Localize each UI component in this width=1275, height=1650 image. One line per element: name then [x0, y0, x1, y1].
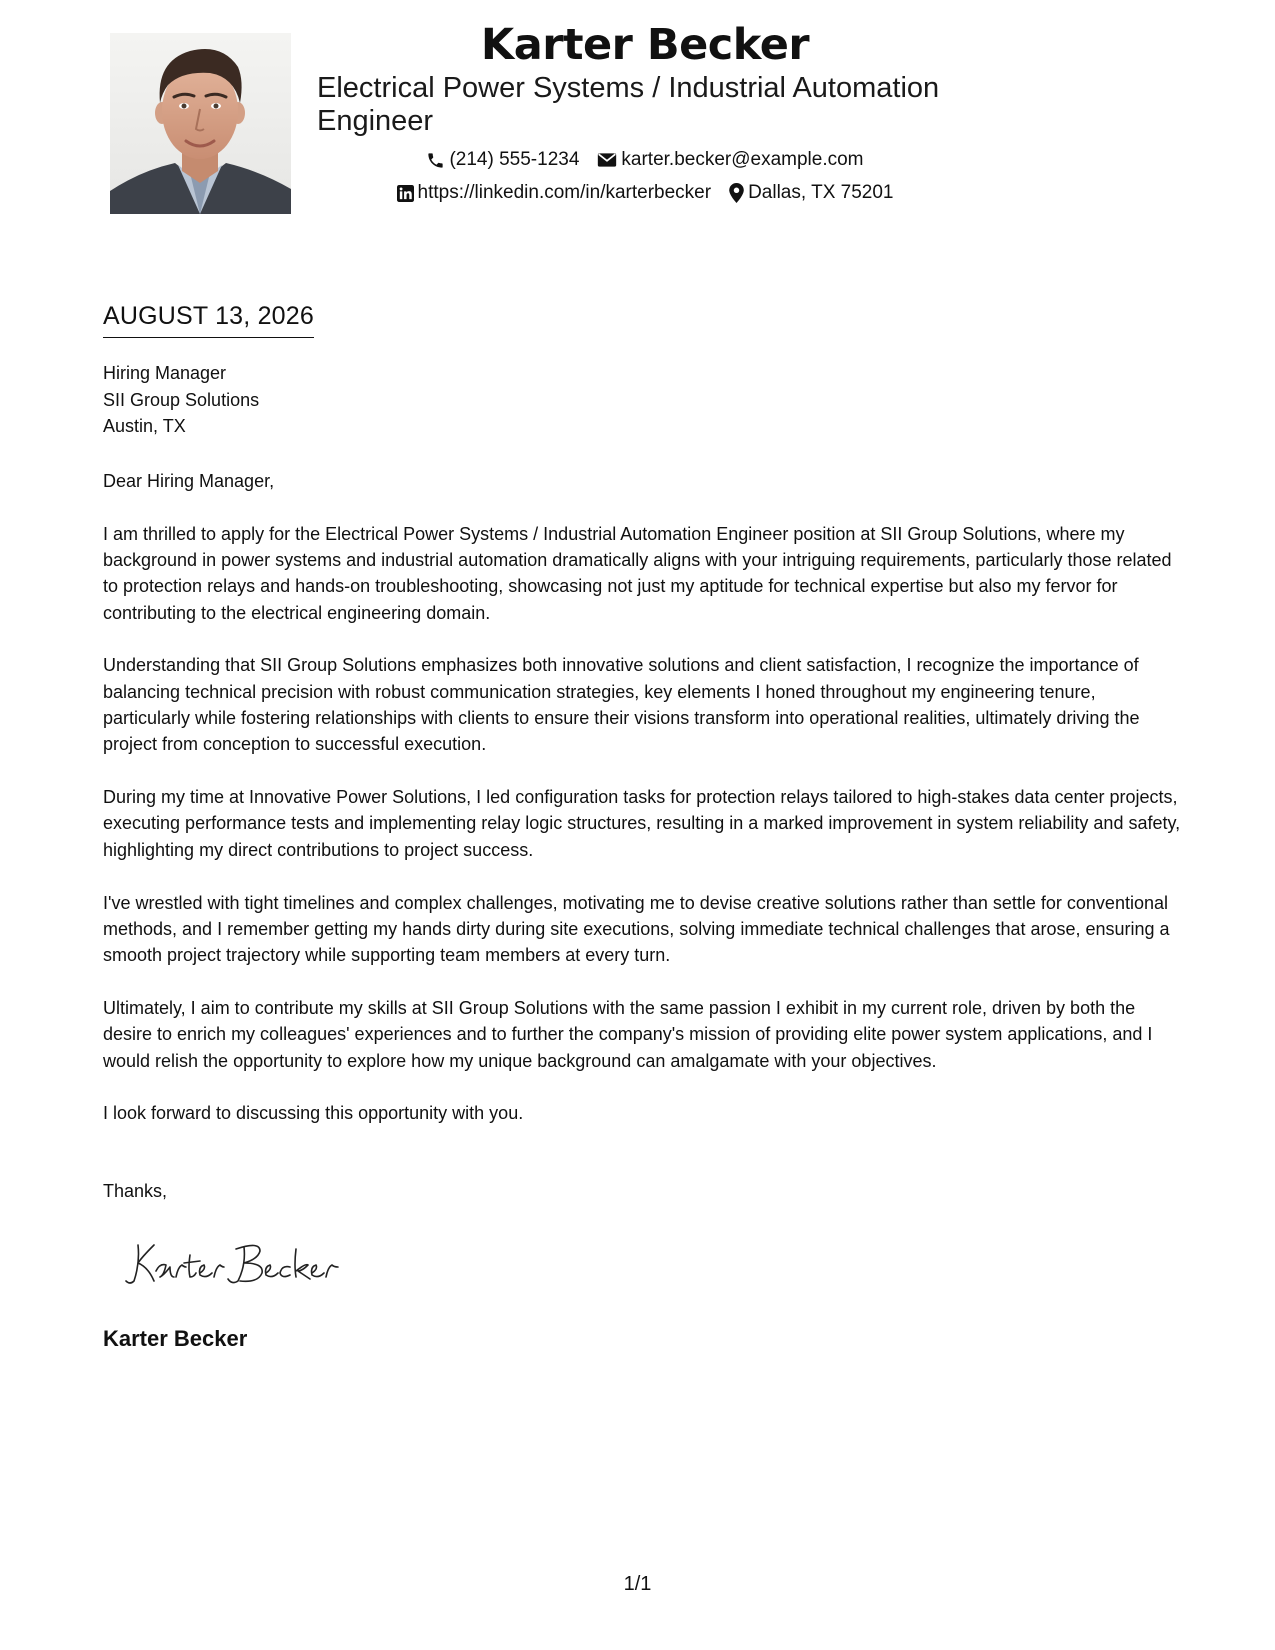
candidate-name: Karter Becker: [480, 20, 810, 70]
contact-row-1: [300, 149, 990, 171]
paragraph-1: I am thrilled to apply for the Electrical Power Systems / Industrial Automation Engineer position at SII Group Solutions, where my background in power systems and industrial automation dramatically aligns with your intriguing requirements, particularly those related to protection relays and hands-on troubleshooting, showcasing not just my aptitude for technical expertise but also my fervor for contributing to the electrical engineering domain.: [103, 523, 1172, 623]
recipient-block: [103, 360, 259, 440]
closing: Thanks,: [103, 1181, 168, 1201]
phone-number: (214) 555-1234: [449, 149, 580, 170]
map-pin-icon: [729, 183, 744, 203]
paragraph-6: I look forward to discussing this opportunity with you.: [103, 1103, 524, 1124]
linkedin-url: https://linkedin.com/in/karterbecker: [417, 182, 712, 203]
contact-row-2: [300, 182, 990, 204]
phone-icon: [426, 151, 445, 170]
location-text: Dallas, TX 75201: [748, 182, 894, 203]
letter-date: AUGUST 13, 2026: [103, 302, 314, 338]
location-contact: [729, 182, 893, 204]
signer-name: Karter Becker: [103, 1326, 248, 1351]
page-number: 1/1: [623, 1573, 652, 1595]
paragraph-4: I've wrestled with tight timelines and complex challenges, motivating me to devise creative solutions rather than settle for conventional methods, and I remember getting my hands dirty during site executions, solving immediate technical challenges that arose, ensuring a smooth project trajectory while supporting team members at every turn.: [103, 892, 1170, 966]
email-contact[interactable]: [597, 149, 863, 171]
signature-image: [120, 1235, 350, 1290]
salutation: Dear Hiring Manager,: [103, 471, 275, 491]
paragraph-5: Ultimately, I aim to contribute my skills at SII Group Solutions with the same passion I exhibit in my current role, driven by both the desire to enrich my colleagues' experiences and to further the company's mission of providing elite power system applications, and I would relish the opportunity to explore how my unique background can amalgamate with your objectives.: [103, 997, 1153, 1071]
recipient-company: SII Group Solutions: [103, 389, 260, 410]
phone-contact[interactable]: [426, 149, 579, 171]
recipient-location: Austin, TX: [103, 416, 186, 436]
letter-body: [103, 468, 1183, 1153]
linkedin-contact[interactable]: [397, 182, 712, 204]
email-address: karter.becker@example.com: [621, 149, 864, 170]
linkedin-icon: [397, 185, 414, 202]
paragraph-3: During my time at Innovative Power Solutions, I led configuration tasks for protection relays tailored to high-stakes data center projects, executing performance tests and implementing relay logic structures, resulting in a marked improvement in system reliability and safety, highlighting my direct contributions to project success.: [103, 787, 1181, 860]
envelope-icon: [597, 152, 617, 168]
job-title: Electrical Power Systems / Industrial Automation Engineer: [317, 72, 940, 137]
paragraph-2: Understanding that SII Group Solutions emphasizes both innovative solutions and client satisfaction, I recognize the importance of balancing technical precision with robust communication strategies, key elements I honed throughout my engineering tenure, particularly while fostering relationships with clients to ensure their visions transform into operational realities, ultimately driving the project from conception to successful execution.: [103, 655, 1140, 755]
recipient-name: Hiring Manager: [103, 363, 227, 383]
